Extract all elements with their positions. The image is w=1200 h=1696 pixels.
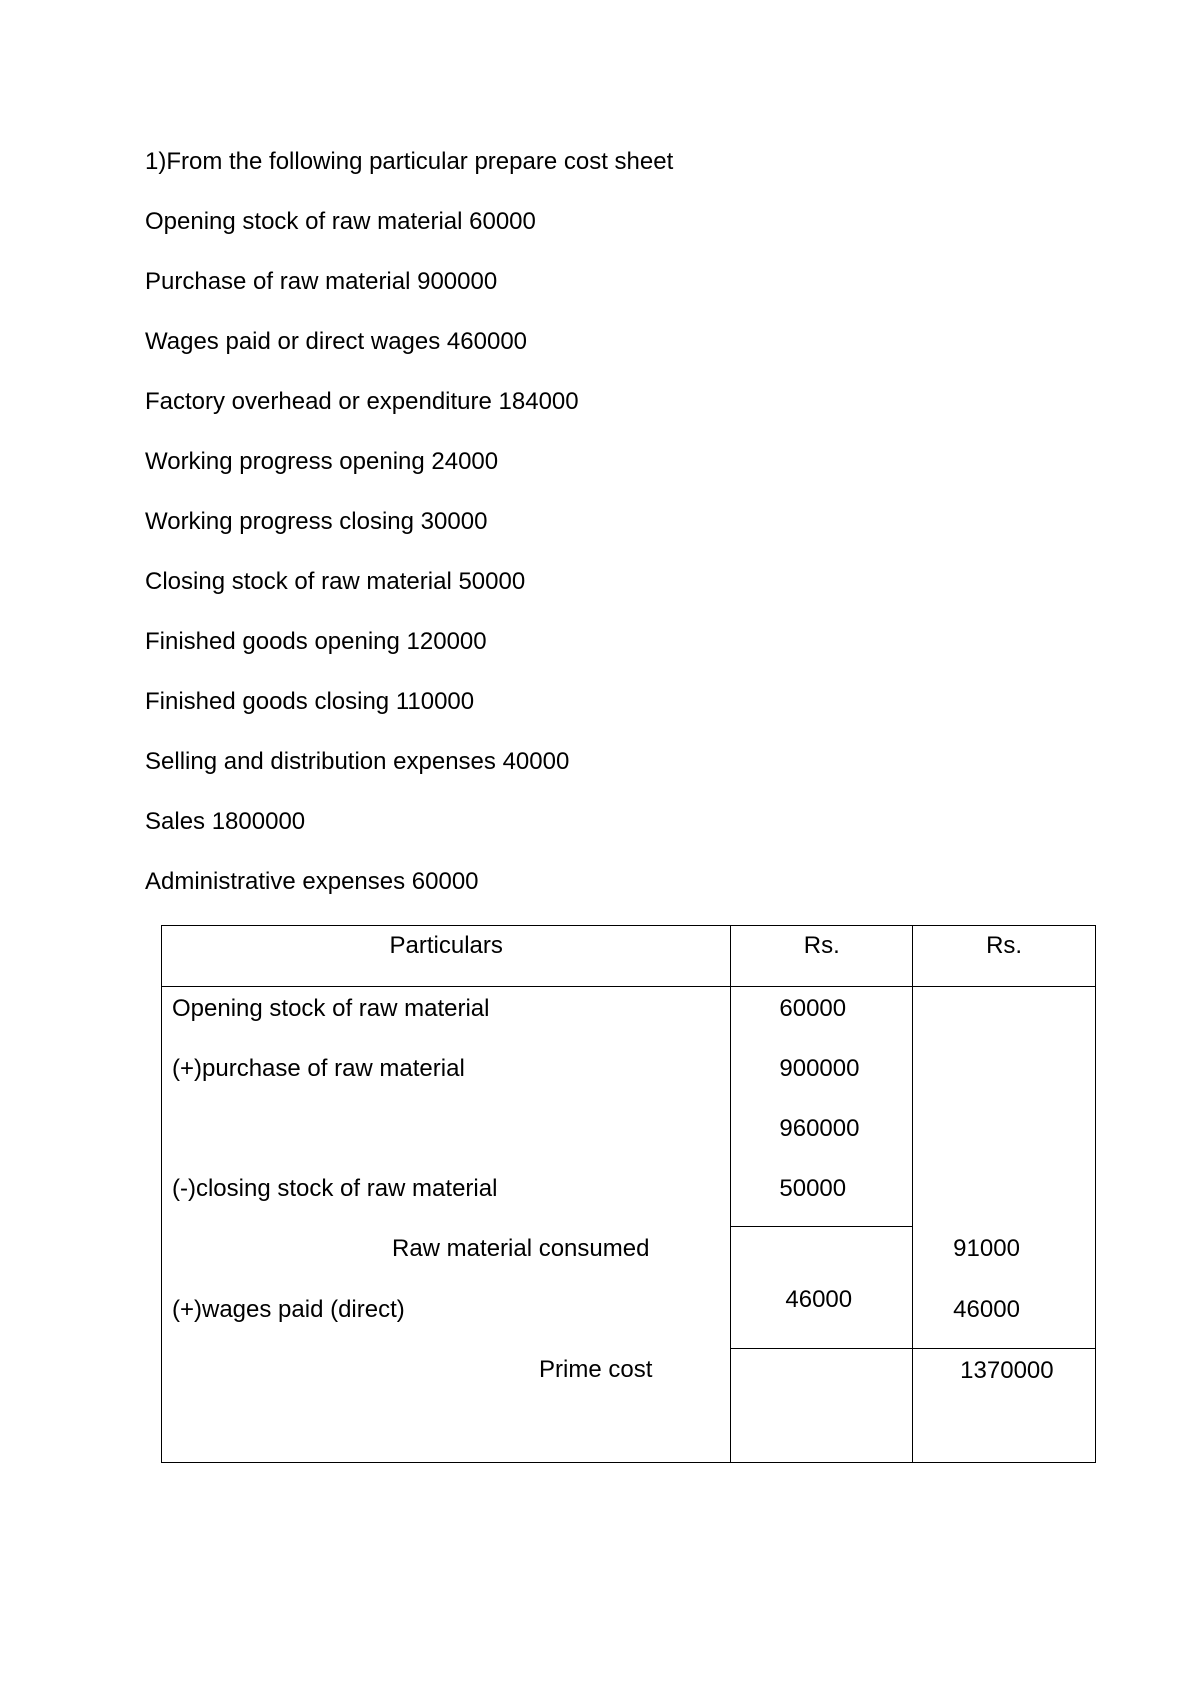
amount-raw-material-consumed: 91000 <box>953 1235 1020 1262</box>
particular-closing-stock: (-)closing stock of raw material <box>172 1175 498 1202</box>
question-item: Selling and distribution expenses 40000 <box>145 748 570 775</box>
table-row <box>162 987 1096 1227</box>
question-title: 1)From the following particular prepare cost sheet <box>145 148 674 175</box>
question-item: Working progress opening 24000 <box>145 448 499 475</box>
header-particulars: Particulars <box>162 926 731 987</box>
amount-wages-col1: 46000 <box>785 1286 853 1313</box>
particular-opening-stock: Opening stock of raw material <box>172 995 490 1022</box>
question-item: Factory overhead or expenditure 184000 <box>145 388 579 415</box>
cost-sheet-table <box>161 925 1096 1463</box>
rs1-prime-cell <box>731 1349 913 1463</box>
amount-opening-stock: 60000 <box>779 995 847 1022</box>
question-item: Purchase of raw material 900000 <box>145 268 498 295</box>
particular-prime-cost: Prime cost <box>539 1356 653 1383</box>
amount-prime-cost: 1370000 <box>960 1357 1054 1384</box>
question-item: Finished goods closing 110000 <box>145 688 475 715</box>
header-rs-1: Rs. <box>731 926 913 987</box>
rs2-consumption-cell <box>913 987 1096 1349</box>
question-item: Sales 1800000 <box>145 808 306 835</box>
question-item: Wages paid or direct wages 460000 <box>145 328 528 355</box>
rs1-wages-cell <box>731 1227 913 1349</box>
rs1-raw-material-cell <box>731 987 913 1227</box>
question-item: Closing stock of raw material 50000 <box>145 568 526 595</box>
particular-wages-paid: (+)wages paid (direct) <box>172 1296 405 1323</box>
table-header-row <box>162 926 1096 987</box>
amount-purchase: 900000 <box>779 1055 860 1082</box>
rs2-prime-cell <box>913 1349 1096 1463</box>
header-rs-2: Rs. <box>913 926 1096 987</box>
particular-raw-material-consumed: Raw material consumed <box>392 1235 650 1262</box>
amount-subtotal: 960000 <box>779 1115 860 1142</box>
particulars-cell <box>162 987 731 1463</box>
question-item: Finished goods opening 120000 <box>145 628 487 655</box>
question-item: Opening stock of raw material 60000 <box>145 208 536 235</box>
question-item: Administrative expenses 60000 <box>145 868 479 895</box>
amount-closing-stock: 50000 <box>779 1175 847 1202</box>
question-block <box>145 148 1045 928</box>
particular-purchase: (+)purchase of raw material <box>172 1055 465 1082</box>
amount-wages-col2: 46000 <box>953 1296 1020 1323</box>
question-item: Working progress closing 30000 <box>145 508 488 535</box>
